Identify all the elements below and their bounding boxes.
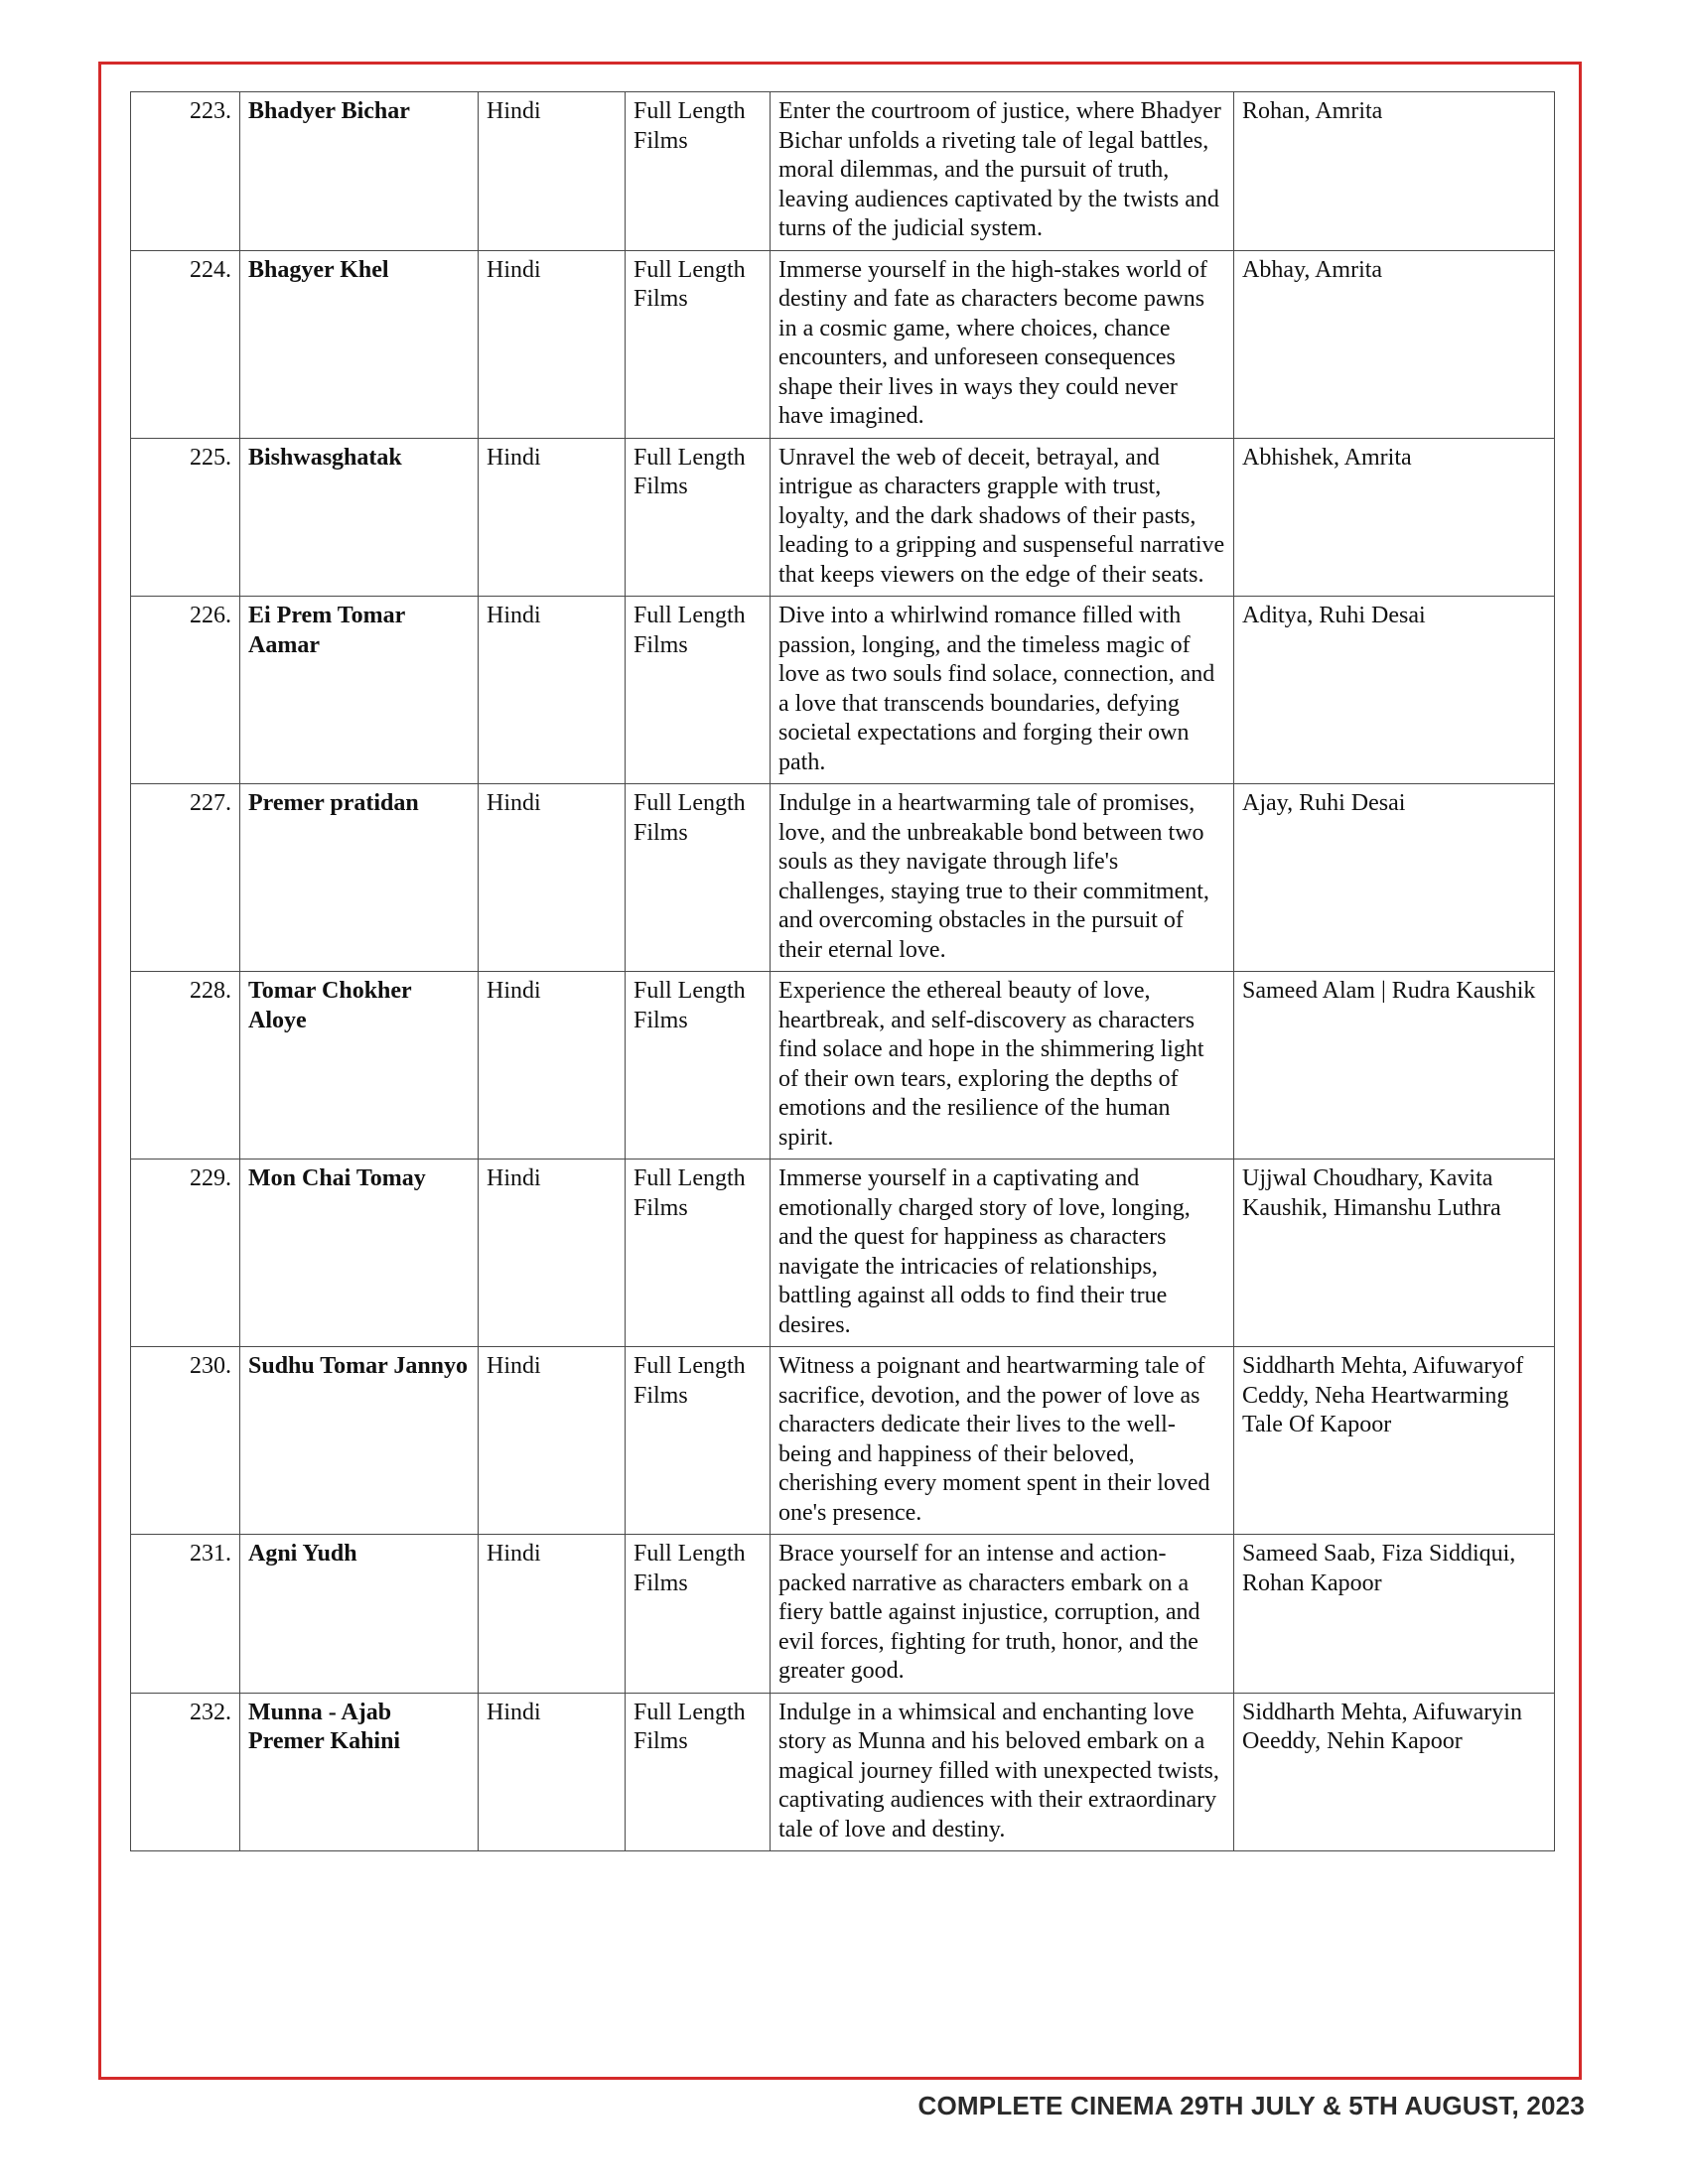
- film-cast: Sameed Saab, Fiza Siddiqui, Rohan Kapoor: [1234, 1535, 1555, 1694]
- film-category: Full Length Films: [626, 438, 771, 597]
- film-language: Hindi: [479, 1535, 626, 1694]
- film-language: Hindi: [479, 784, 626, 972]
- film-listing-body: [131, 92, 1555, 1851]
- film-description: Indulge in a whimsical and enchanting love story as Munna and his beloved embark on a magical journey filled with unexpected twists, captivating audiences with their extraordinary tale of love and destiny.: [771, 1693, 1234, 1851]
- table-row: [131, 784, 1555, 972]
- film-language: Hindi: [479, 438, 626, 597]
- film-category: Full Length Films: [626, 1693, 771, 1851]
- film-description: Immerse yourself in the high-stakes world of destiny and fate as characters become pawns in a cosmic game, where choices, chance encounters, and unforeseen consequences shape their lives in ways they could never have imagined.: [771, 250, 1234, 438]
- film-cast: Rohan, Amrita: [1234, 92, 1555, 251]
- film-language: Hindi: [479, 1693, 626, 1851]
- film-listing-table: [130, 91, 1555, 1851]
- row-number: 226.: [131, 597, 240, 784]
- film-cast: Aditya, Ruhi Desai: [1234, 597, 1555, 784]
- film-title: Agni Yudh: [240, 1535, 479, 1694]
- film-category: Full Length Films: [626, 1160, 771, 1347]
- film-description: Indulge in a heartwarming tale of promises, love, and the unbreakable bond between two souls as they navigate through life's challenges, staying true to their commitment, and overcoming obstacles in the pursuit of their eternal love.: [771, 784, 1234, 972]
- table-row: [131, 92, 1555, 251]
- film-category: Full Length Films: [626, 784, 771, 972]
- table-row: [131, 1693, 1555, 1851]
- table-row: [131, 250, 1555, 438]
- film-language: Hindi: [479, 1160, 626, 1347]
- film-category: Full Length Films: [626, 597, 771, 784]
- film-language: Hindi: [479, 92, 626, 251]
- film-cast: Ujjwal Choudhary, Kavita Kaushik, Himanshu Luthra: [1234, 1160, 1555, 1347]
- film-title: Bhagyer Khel: [240, 250, 479, 438]
- row-number: 227.: [131, 784, 240, 972]
- film-description: Dive into a whirlwind romance filled with passion, longing, and the timeless magic of love as two souls find solace, connection, and a love that transcends boundaries, defying societal expectations and forging their own path.: [771, 597, 1234, 784]
- film-cast: Abhishek, Amrita: [1234, 438, 1555, 597]
- row-number: 223.: [131, 92, 240, 251]
- film-cast: Abhay, Amrita: [1234, 250, 1555, 438]
- film-description: Brace yourself for an intense and action-packed narrative as characters embark on a fiery battle against injustice, corruption, and evil forces, fighting for truth, honor, and the greater good.: [771, 1535, 1234, 1694]
- film-language: Hindi: [479, 972, 626, 1160]
- table-row: [131, 1535, 1555, 1694]
- table-row: [131, 1160, 1555, 1347]
- row-number: 229.: [131, 1160, 240, 1347]
- film-title: Bishwasghatak: [240, 438, 479, 597]
- table-row: [131, 1347, 1555, 1535]
- film-description: Enter the courtroom of justice, where Bhadyer Bichar unfolds a riveting tale of legal battles, moral dilemmas, and the pursuit of truth, leaving audiences captivated by the twists and turns of the judicial system.: [771, 92, 1234, 251]
- table-row: [131, 972, 1555, 1160]
- row-number: 225.: [131, 438, 240, 597]
- film-category: Full Length Films: [626, 250, 771, 438]
- table-row: [131, 597, 1555, 784]
- table-row: [131, 438, 1555, 597]
- film-cast: Ajay, Ruhi Desai: [1234, 784, 1555, 972]
- film-category: Full Length Films: [626, 92, 771, 251]
- film-description: Experience the ethereal beauty of love, heartbreak, and self-discovery as characters find solace and hope in the shimmering light of their own tears, exploring the depths of emotions and the resilience of the human spirit.: [771, 972, 1234, 1160]
- film-language: Hindi: [479, 250, 626, 438]
- film-title: Tomar Chokher Aloye: [240, 972, 479, 1160]
- film-description: Immerse yourself in a captivating and emotionally charged story of love, longing, and the quest for happiness as characters navigate the intricacies of relationships, battling against all odds to find their true desires.: [771, 1160, 1234, 1347]
- film-cast: Siddharth Mehta, Aifuwaryin Oeeddy, Nehin Kapoor: [1234, 1693, 1555, 1851]
- film-description: Unravel the web of deceit, betrayal, and intrigue as characters grapple with trust, loyalty, and the dark shadows of their pasts, leading to a gripping and suspenseful narrative that keeps viewers on the edge of their seats.: [771, 438, 1234, 597]
- film-category: Full Length Films: [626, 1535, 771, 1694]
- film-title: Munna - Ajab Premer Kahini: [240, 1693, 479, 1851]
- film-title: Mon Chai Tomay: [240, 1160, 479, 1347]
- film-category: Full Length Films: [626, 1347, 771, 1535]
- film-title: Premer pratidan: [240, 784, 479, 972]
- row-number: 228.: [131, 972, 240, 1160]
- row-number: 232.: [131, 1693, 240, 1851]
- row-number: 230.: [131, 1347, 240, 1535]
- film-cast: Sameed Alam | Rudra Kaushik: [1234, 972, 1555, 1160]
- film-title: Bhadyer Bichar: [240, 92, 479, 251]
- film-category: Full Length Films: [626, 972, 771, 1160]
- film-title: Sudhu Tomar Jannyo: [240, 1347, 479, 1535]
- film-title: Ei Prem Tomar Aamar: [240, 597, 479, 784]
- row-number: 224.: [131, 250, 240, 438]
- film-language: Hindi: [479, 1347, 626, 1535]
- row-number: 231.: [131, 1535, 240, 1694]
- film-language: Hindi: [479, 597, 626, 784]
- film-description: Witness a poignant and heartwarming tale of sacrifice, devotion, and the power of love as characters dedicate their lives to the well-being and happiness of their beloved, cherishing every moment spent in their loved one's presence.: [771, 1347, 1234, 1535]
- film-cast: Siddharth Mehta, Aifuwaryof Ceddy, Neha Heartwarming Tale Of Kapoor: [1234, 1347, 1555, 1535]
- page-footer: COMPLETE CINEMA 29TH JULY & 5TH AUGUST, 2023: [917, 2091, 1585, 2120]
